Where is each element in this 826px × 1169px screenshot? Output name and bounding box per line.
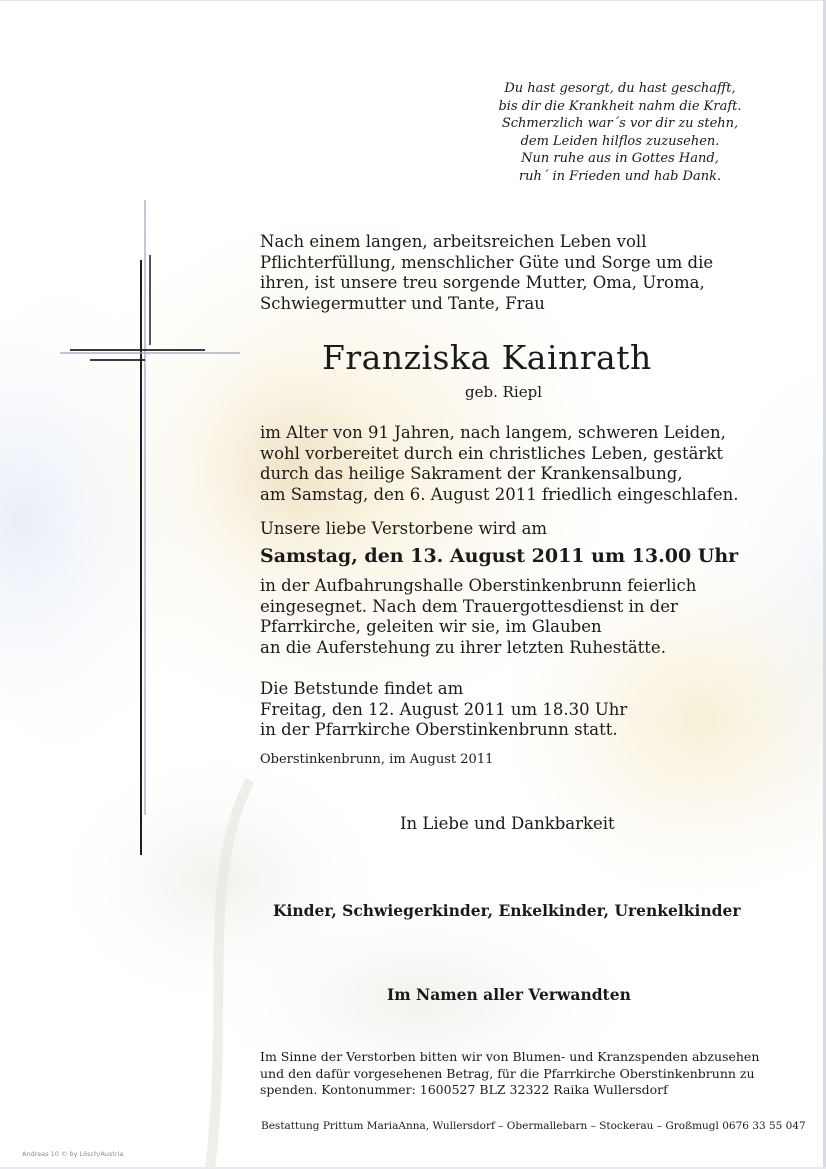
request-line: und den dafür vorgesehenen Betrag, für die Pfarrkirche Oberstinkenbrunn zu: [260, 1065, 755, 1081]
mourners-relatives: Im Namen aller Verwandten: [387, 985, 631, 1004]
prayer-line: in der Pfarrkirche Oberstinkenbrunn statt.: [260, 720, 618, 739]
intro-line: ihren, ist unsere treu sorgende Mutter, Oma, Uroma,: [260, 273, 705, 292]
deceased-name: Franziska Kainrath: [322, 338, 652, 377]
poem-line: bis dir die Krankheit nahm die Kraft.: [498, 98, 742, 114]
prayer-line: Die Betstunde findet am: [260, 679, 464, 698]
request-line: Im Sinne der Verstorben bitten wir von Blumen- und Kranzspenden abzusehen: [260, 1049, 760, 1064]
intro-line: Pflichterfüllung, menschlicher Güte und Sorge um die: [260, 252, 714, 272]
request-line: spenden. Kontonummer: 1600527 BLZ 32322 Raika Wullersdorf: [260, 1082, 668, 1097]
memorial-poem: [470, 80, 770, 185]
poem-line: Du hast gesorgt, du hast geschafft,: [504, 81, 736, 96]
closing-phrase: In Liebe und Dankbarkeit: [400, 814, 615, 833]
funeral-line: Pfarrkirche, geleiten wir sie, im Glauben: [260, 617, 602, 636]
page-border-top: [0, 0, 826, 1]
cross-icon: [55, 195, 255, 860]
place-date: Oberstinkenbrunn, im August 2011: [260, 752, 494, 767]
funeral-line: in der Aufbahrungshalle Oberstinkenbrunn feierlich: [260, 576, 697, 595]
funeral-line: eingesegnet. Nach dem Trauergottesdienst in der: [260, 596, 678, 616]
passing-line: im Alter von 91 Jahren, nach langem, schweren Leiden,: [260, 423, 726, 442]
donation-request: [260, 1049, 759, 1099]
funeral-intro: Unsere liebe Verstorbene wird am: [260, 519, 548, 538]
intro-line: Schwiegermutter und Tante, Frau: [260, 293, 545, 313]
prayer-line: Freitag, den 12. August 2011 um 18.30 Uhr: [260, 699, 628, 719]
intro-line: Nach einem langen, arbeitsreichen Leben voll: [260, 232, 647, 251]
undertaker-info: Bestattung Prittum MariaAnna, Wullersdorf – Obermallebarn – Stockerau – Großmugl 0676 33 55 047: [261, 1120, 806, 1132]
passing-line: durch das heilige Sakrament der Krankensalbung,: [260, 464, 683, 483]
passing-paragraph: [260, 423, 738, 505]
passing-line: am Samstag, den 6. August 2011 friedlich eingeschlafen.: [260, 484, 739, 504]
funeral-line: an die Auferstehung zu ihrer letzten Ruhestätte.: [260, 637, 666, 657]
mourners-family: Kinder, Schwiegerkinder, Enkelkinder, Urenkelkinder: [273, 901, 741, 920]
copyright-note: Andreas 10 © by Lösch/Austria: [22, 1150, 124, 1158]
funeral-date: Samstag, den 13. August 2011 um 13.00 Uhr: [260, 545, 739, 567]
maiden-name: geb. Riepl: [465, 383, 542, 401]
passing-line: wohl vorbereitet durch ein christliches Leben, gestärkt: [260, 443, 723, 463]
funeral-details: [260, 576, 696, 658]
poem-line: Nun ruhe aus in Gottes Hand,: [521, 151, 719, 166]
poem-line: dem Leiden hilflos zuzusehen.: [520, 133, 720, 149]
prayer-paragraph: [260, 679, 627, 741]
poem-line: Schmerzlich war´s vor dir zu stehn,: [501, 116, 739, 131]
poem-line: ruh´ in Frieden und hab Dank.: [518, 168, 722, 184]
intro-paragraph: [260, 232, 713, 314]
